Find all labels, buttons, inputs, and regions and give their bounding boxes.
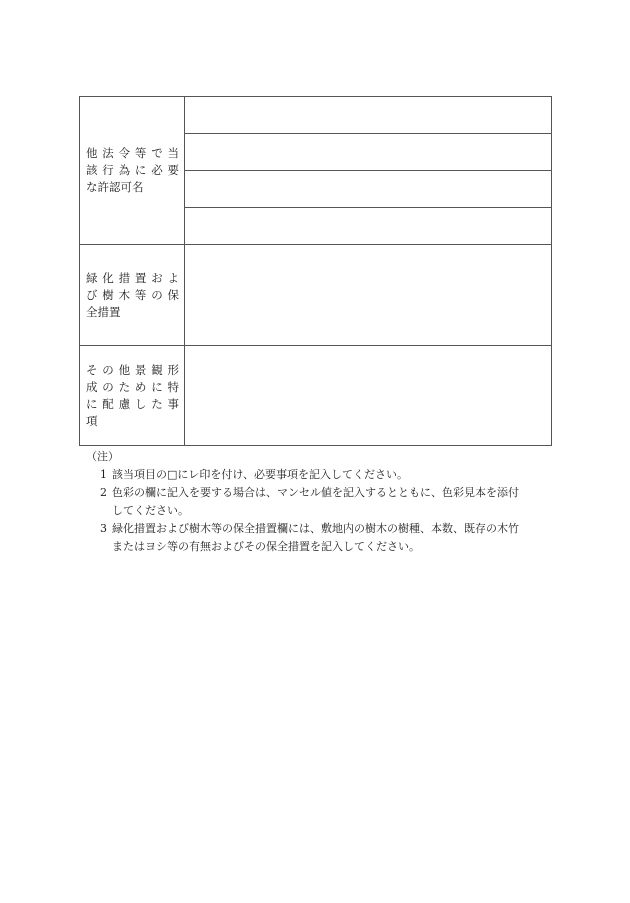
label-line: 全措置 [86,304,121,319]
note-number: 3 [100,522,107,535]
note-text: 該当項目の□にレ印を付け、必要事項を記入してください。 [112,468,408,481]
other-permits-field-2[interactable] [185,134,552,171]
other-permits-field-4[interactable] [185,208,552,245]
label-line: に 配 慮 し た 事 [86,396,179,411]
greening-measures-field[interactable] [185,245,552,346]
note-text: またはヨシ等の有無およびその保全措置を記入してください。 [112,540,420,553]
permit-form-table [79,96,552,446]
label-line: び 樹 木 等 の 保 [86,287,179,302]
label-other-permits [80,97,185,245]
other-permits-field-3[interactable] [185,171,552,208]
other-permits-field-1[interactable] [185,97,552,134]
note-item [90,484,560,520]
label-line: 該 行 為 に 必 要 [86,163,179,177]
label-line: 成 の た め に 特 [86,379,179,394]
note-text: してください。 [112,504,189,517]
note-text: 緑化措置および樹木等の保全措置欄には、敷地内の樹木の樹種、本数、既存の木竹 [112,522,519,535]
notes-section [86,448,560,556]
note-number: 1 [100,468,107,481]
label-line: 他 法 令 等 で 当 [86,146,179,160]
note-number: 2 [100,486,107,499]
label-line: 項 [86,413,98,428]
label-line: そ の 他 景 観 形 [86,362,179,377]
landscape-considerations-field[interactable] [185,346,552,446]
note-item [90,520,560,556]
note-item [90,466,560,484]
label-landscape-considerations [80,346,185,446]
notes-heading: （注） [86,450,119,463]
label-greening-measures [80,245,185,346]
label-line: 緑 化 措 置 お よ [86,270,179,285]
note-text: 色彩の欄に記入を要する場合は、マンセル値を記入するとともに、色彩見本を添付 [112,486,519,499]
label-line: な許認可名 [86,180,144,194]
